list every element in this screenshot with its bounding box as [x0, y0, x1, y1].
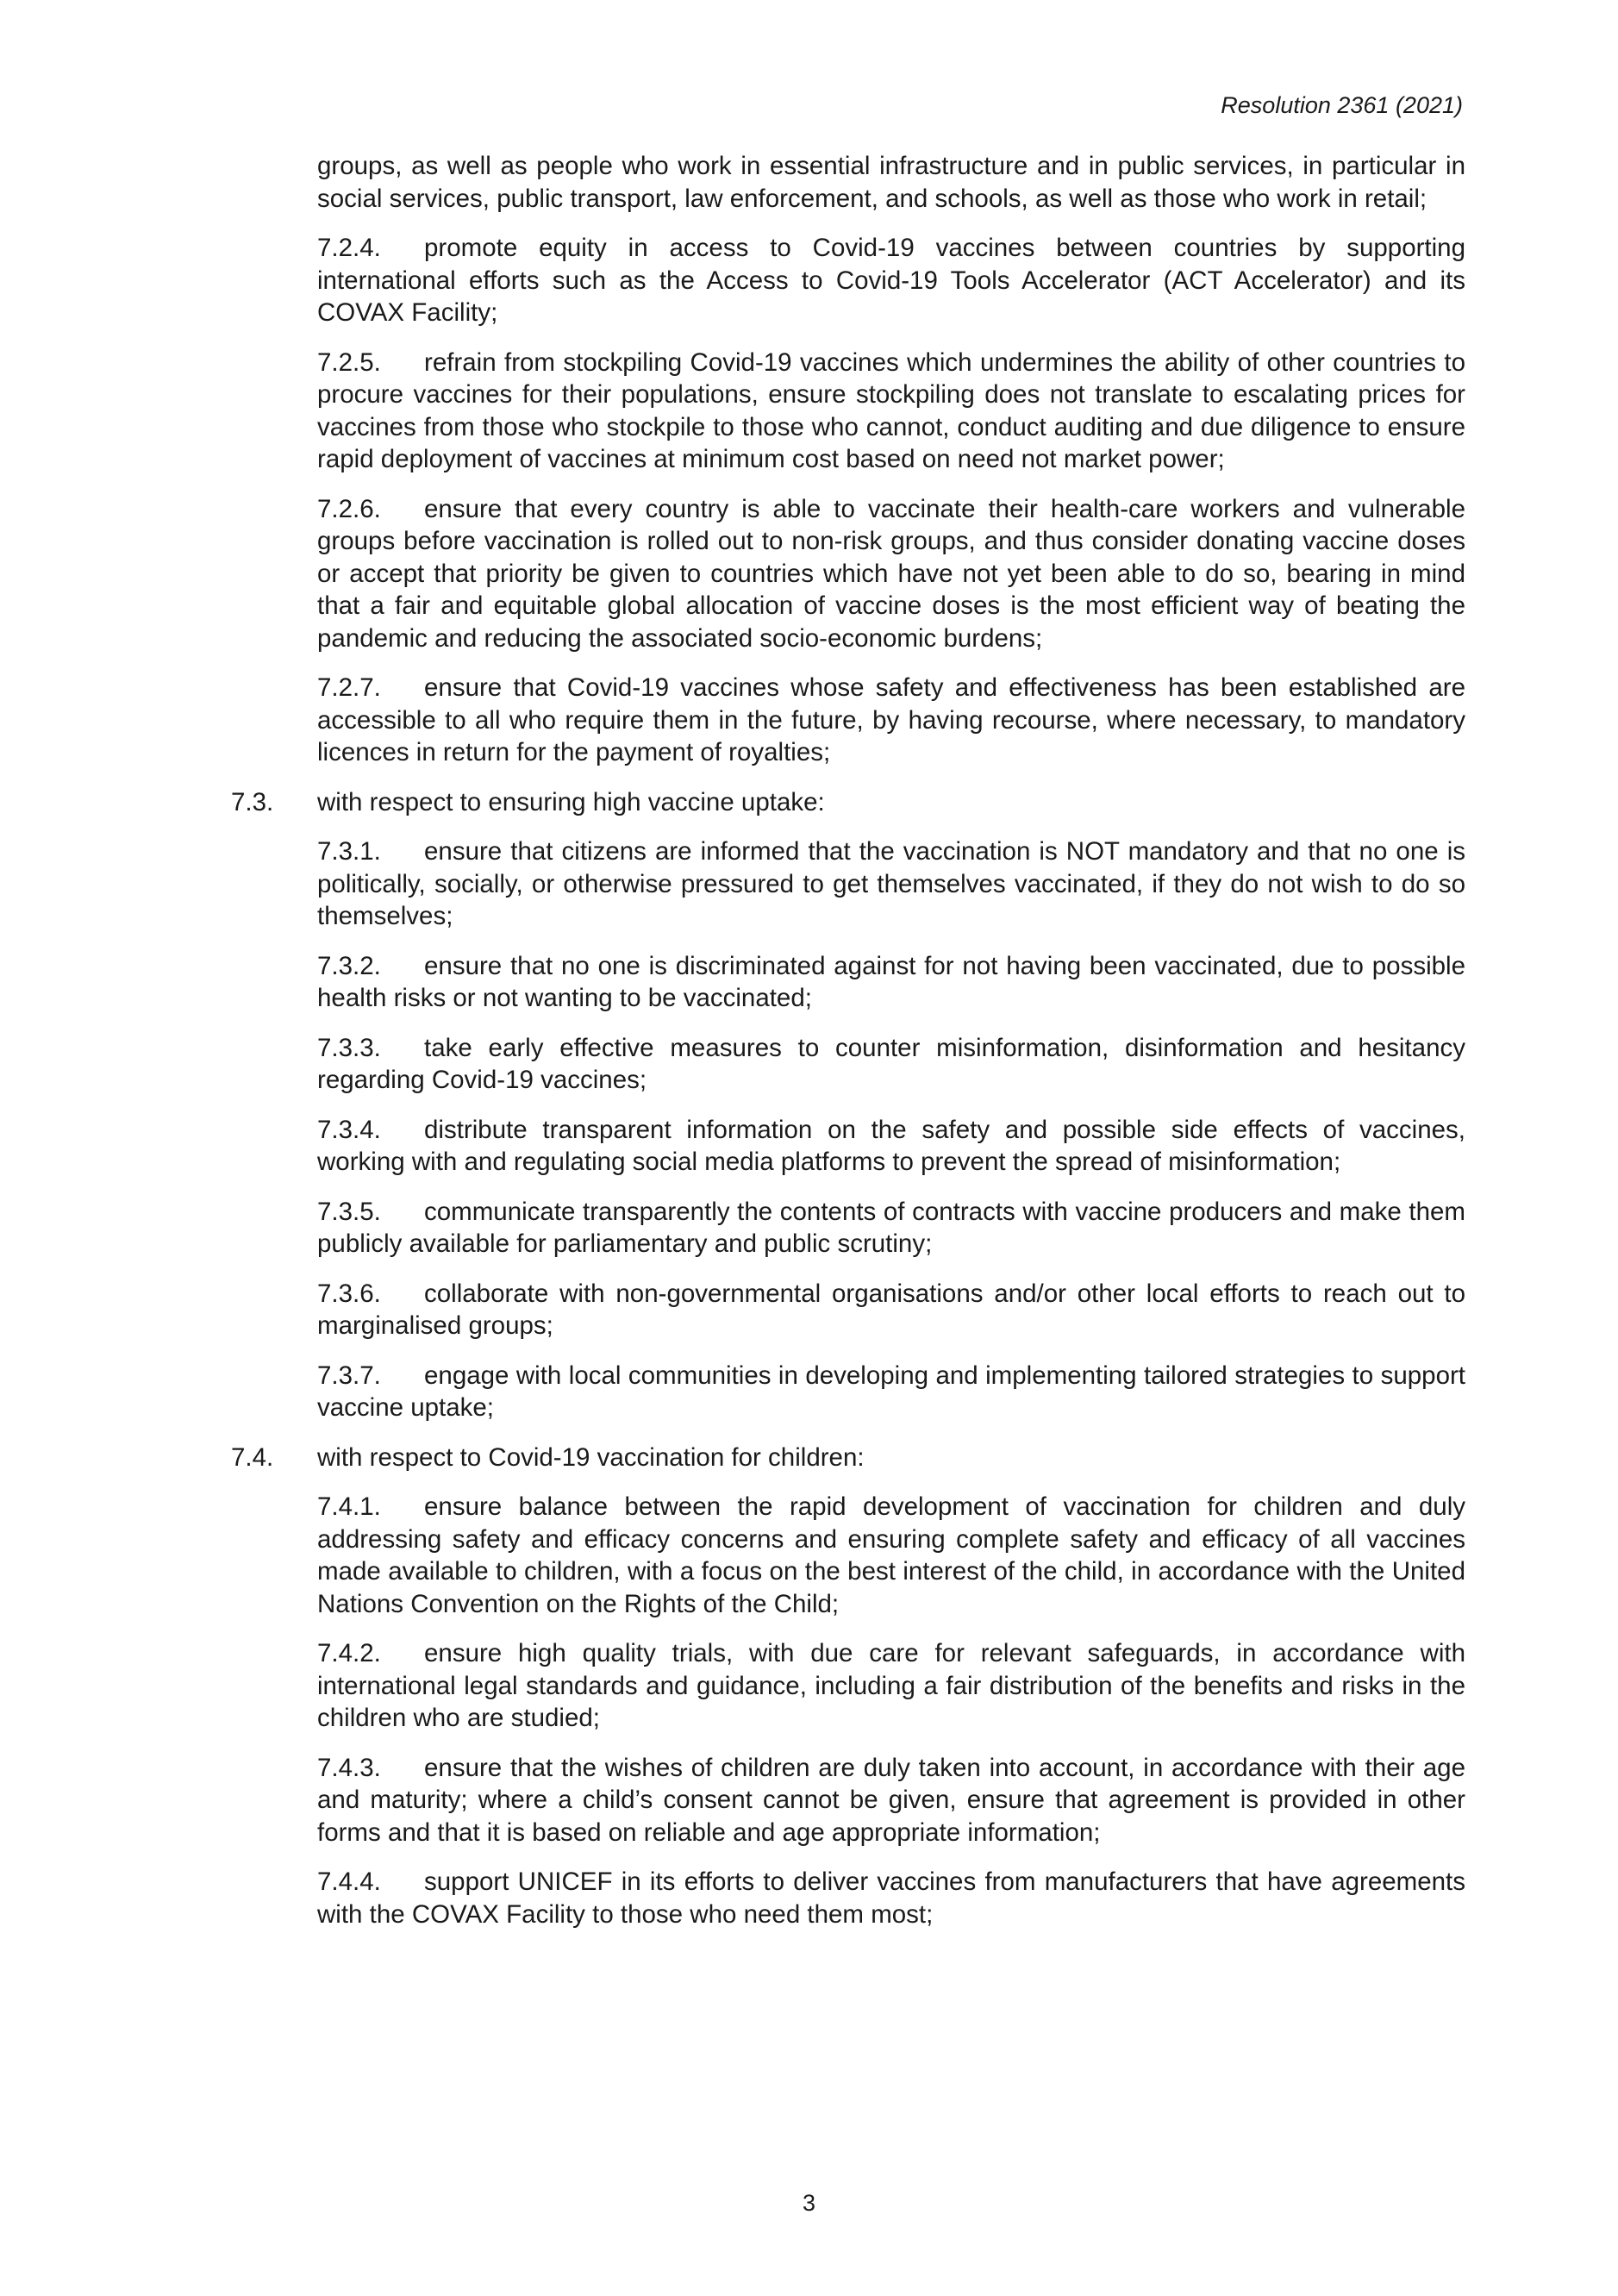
section-number: 7.3.	[231, 787, 274, 816]
paragraph-number: 7.4.3.	[317, 1753, 381, 1782]
paragraph-number: 7.3.4.	[317, 1115, 381, 1144]
paragraph-number: 7.3.3.	[317, 1033, 381, 1062]
paragraph-text: distribute transparent information on the safety and possible side effects of vaccines, working with and regulating social media platforms to prevent the spread of misinformation;	[317, 1115, 1465, 1176]
paragraph-number: 7.2.4.	[317, 234, 381, 262]
paragraph-text: ensure that Covid-19 vaccines whose safety and effectiveness has been established are accessible to all who require them in the future, by having recourse, where necessary, to mandatory licences in return for the payment of royalties;	[317, 673, 1465, 766]
paragraph-7-3-6	[317, 1278, 1465, 1342]
paragraph-text: collaborate with non-governmental organisations and/or other local efforts to reach out to marginalised groups;	[317, 1279, 1465, 1340]
paragraph-7-4-3	[317, 1752, 1465, 1849]
section-heading: with respect to ensuring high vaccine uptake:	[317, 787, 825, 816]
section-number: 7.4.	[231, 1442, 274, 1472]
paragraph-7-3-7	[317, 1360, 1465, 1424]
section-7-3-heading	[231, 786, 1465, 819]
continuation-paragraph: groups, as well as people who work in essential infrastructure and in public services, in particular in social services, public transport, law enforcement, and schools, as well as those who work in retail;	[317, 152, 1465, 213]
paragraph-7-4-4	[317, 1866, 1465, 1930]
section-heading: with respect to Covid-19 vaccination for children:	[317, 1442, 865, 1472]
paragraph-7-2-7	[317, 672, 1465, 769]
paragraph-7-3-1	[317, 835, 1465, 933]
paragraph-7-2-6	[317, 493, 1465, 655]
page-number: 3	[802, 2190, 816, 2216]
paragraph-7-3-2	[317, 950, 1465, 1015]
paragraph-7-4-1	[317, 1491, 1465, 1620]
paragraph-text: engage with local communities in developing and implementing tailored strategies to support vaccine uptake;	[317, 1361, 1465, 1422]
paragraph-number: 7.4.2.	[317, 1639, 381, 1667]
paragraph-text: ensure that every country is able to vaccinate their health-care workers and vulnerable groups before vaccination is rolled out to non-risk groups, and thus consider donating vaccine doses or accept that priority be given to countries which have not yet been able to do so, bearing in mind that a fair and equitable global allocation of vaccine doses is the most efficient way of beating the pandemic and reducing the associated socio-economic burdens;	[317, 494, 1465, 653]
paragraph-text: ensure high quality trials, with due care for relevant safeguards, in accordance with international legal standards and guidance, including a fair distribution of the benefits and risks in the children who are studied;	[317, 1639, 1465, 1732]
paragraph-number: 7.2.7.	[317, 673, 381, 702]
paragraph-7-3-3	[317, 1032, 1465, 1097]
paragraph-text: promote equity in access to Covid-19 vaccines between countries by supporting international efforts such as the Access to Covid-19 Tools Accelerator (ACT Accelerator) and its COVAX Facility;	[317, 234, 1465, 327]
paragraph-7-2-4	[317, 232, 1465, 329]
paragraph-text: ensure that no one is discriminated against for not having been vaccinated, due to possible health risks or not wanting to be vaccinated;	[317, 951, 1465, 1012]
paragraph-7-3-5	[317, 1196, 1465, 1261]
paragraph-text: ensure that the wishes of children are duly taken into account, in accordance with their age and maturity; where a child’s consent cannot be given, ensure that agreement is provided in other forms and that it is based on reliable and age appropriate information;	[317, 1753, 1465, 1847]
paragraph-number: 7.2.5.	[317, 347, 381, 377]
paragraph-number: 7.3.5.	[317, 1197, 381, 1226]
paragraph-number: 7.3.1.	[317, 837, 381, 866]
document-body	[231, 150, 1465, 1948]
paragraph-text: ensure balance between the rapid development of vaccination for children and duly addressing safety and efficacy concerns and ensuring complete safety and efficacy of all vaccines made available to children, with a focus on the best interest of the child, in accordance with the United Nations Convention on the Rights of the Child;	[317, 1492, 1465, 1618]
paragraph-7-4-2	[317, 1637, 1465, 1735]
paragraph-number: 7.3.6.	[317, 1279, 381, 1308]
running-header: Resolution 2361 (2021)	[1221, 92, 1463, 118]
paragraph-text: take early effective measures to counter misinformation, disinformation and hesitancy regarding Covid-19 vaccines;	[317, 1033, 1465, 1094]
section-7-4-heading	[231, 1442, 1465, 1474]
paragraph-text: ensure that citizens are informed that the vaccination is NOT mandatory and that no one is politically, socially, or otherwise pressured to get themselves vaccinated, if they do not wish to do so themselves;	[317, 837, 1465, 930]
paragraph-7-2-5	[317, 347, 1465, 476]
paragraph-number: 7.3.2.	[317, 951, 381, 980]
paragraph-text: communicate transparently the contents of contracts with vaccine producers and make them publicly available for parliamentary and public scrutiny;	[317, 1197, 1465, 1258]
paragraph-number: 7.2.6.	[317, 494, 381, 523]
paragraph-text: support UNICEF in its efforts to deliver vaccines from manufacturers that have agreements with the COVAX Facility to those who need them most;	[317, 1867, 1465, 1929]
paragraph-text: refrain from stockpiling Covid-19 vaccines which undermines the ability of other countries to procure vaccines for their populations, ensure stockpiling does not translate to escalating prices for vaccines from those who stockpile to those who cannot, conduct auditing and due diligence to ensure rapid deployment of vaccines at minimum cost based on need not market power;	[317, 347, 1465, 473]
paragraph-number: 7.4.1.	[317, 1492, 381, 1521]
paragraph-number: 7.4.4.	[317, 1867, 381, 1896]
paragraph-7-3-4	[317, 1114, 1465, 1179]
paragraph-number: 7.3.7.	[317, 1361, 381, 1390]
